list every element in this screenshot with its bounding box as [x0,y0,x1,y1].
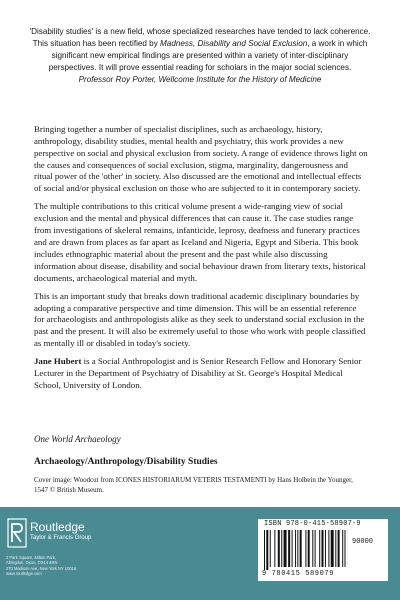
publisher-bar [0,507,400,600]
quote-book-title: Madness, Disability and Social Exclusion [160,38,308,48]
price-code: 90000 [352,538,374,546]
publisher-website: www.routledge.com [6,571,42,577]
isbn-barcode-panel [258,519,388,581]
endorsement-quote [28,26,372,86]
blurb-paragraph-1: Bringing together a number of specialist disciplines, such as archaeology, history, anthropology, disability studies, mental health and psychiatry, this work provides a new perspective on social and physical exclusion from society. A range of evidence throws light on the causes and consequences of social exclusion, stigma, marginality, dangerousness and ritual power of the 'other' in society. Also discussed are the emotional and intellectual effects of social and/or physical exclusion on those who are subjected to it in contemporary society. [34,124,368,194]
routledge-logo-icon [6,518,28,548]
ean-barcode [264,530,348,570]
author-name: Jane Hubert [34,356,82,367]
blurb [34,124,368,398]
isbn-label: ISBN 978-0-415-58907-9 [264,520,361,528]
series-name: One World Archaeology [34,434,121,444]
address-line: Abingdon, Oxon, OX14 4RN [6,560,58,566]
quote-attribution: Professor Roy Porter, Wellcome Institute for the History of Medicine [78,74,322,84]
quote-text-part-2: , a work in which significant new empirical findings are presented within a variety of inter-disciplinary perspectives. It will prove essential reading for scholars in the major social sciences. [48,38,368,72]
ean-digits: 9 780415 589079 [262,570,335,578]
blurb-paragraph-2: The multiple contributions to this critical volume present a wide-ranging view of social exclusion and the mental and physical differences that can cause it. The case studies range from investigations of skeleral remains, infanticide, leprosy, deafness and funerary practices and are drawn from places as far apart as Iceland and Nigeria, Egypt and Siberia. This book includes ethnographic material about the present and the past while also discussing information about disease, disability and social behaviour drawn from literary texts, historical documents, archaeological material and myth. [34,201,366,283]
author-bio-text: is a Social Anthropologist and is Senior Research Fellow and Honorary Senior Lecturer in the Department of Psychiatry of Disability at St. George's Hospital Medical School, University of London. [34,356,362,391]
address-line: 270 Madison Ave, New York NY 10016 [6,565,77,571]
address-line: 2 Park Square, Milton Park, [6,555,57,560]
publisher-group: Taylor & Francis Group [30,535,92,541]
quote-text [28,26,372,74]
author-bio [34,356,368,392]
quote-text-part-1: 'Disability studies' is a new field, whose specialized researches have tended to lack coherence. This situation has been rectified by [29,27,371,48]
blurb-paragraph-3: This is an important study that breaks down traditional academic disciplinary boundaries by adopting a comparative perspective and time dimension. This will be an essential reference for archaeologists and anthropologists alike as they seek to understand social exclusion in the past and the present. It will also be extremely useful to those who work with people classified as mentally ill or disabled in today's society. [34,290,366,349]
cover-image-credit: Cover image: Woodcut from ICONES HISTORIARUM VETERIS TESTAMENTI by Hans Holbein the Younger, 1547 © British Museum. [34,476,353,494]
publisher-name: Routledge [30,520,85,534]
publisher-address [6,555,156,577]
subject-categories: Archaeology/Anthropology/Disability Studies [34,457,218,467]
